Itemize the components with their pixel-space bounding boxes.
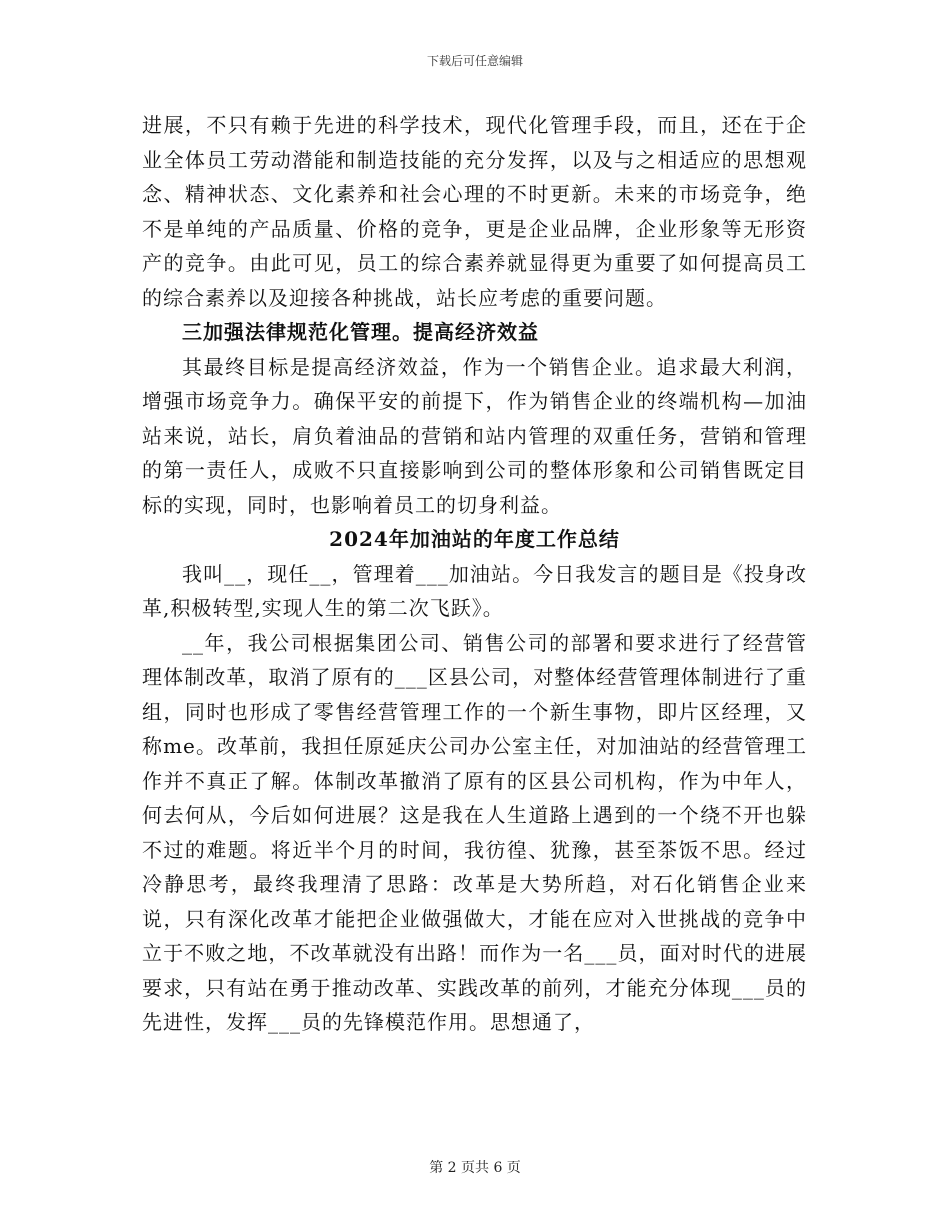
document-body xyxy=(142,108,807,1040)
page-header: 下载后可任意编辑 xyxy=(426,54,523,68)
section-heading: 三加强法律规范化管理。提高经济效益 xyxy=(182,320,539,344)
paragraph-continued: 进展，不只有赖于先进的科学技术，现代化管理手段，而且，还在于企业全体员工劳动潜能和制造技能的充分发挥，以及与之相适应的思想观念、精神状态、文化素养和社会心理的不时更新。未来的市场竞争，绝不是单纯的产品质量、价格的竞争，更是企业品牌，企业形象等无形资产的竞争。由此可见，员工的综合素养就显得更为重要了如何提高员工的综合素养以及迎接各种挑战，站长应考虑的重要问题。 xyxy=(142,113,807,310)
paragraph: 其最终目标是提高经济效益，作为一个销售企业。追求最大利润，增强市场竞争力。确保平安的前提下，作为销售企业的终端机构—加油站来说，站长，肩负着油品的营销和站内管理的双重任务，营销和管理的第一责任人，成败不只直接影响到公司的整体形象和公司销售既定目标的实现，同时，也影响着员工的切身利益。 xyxy=(142,354,807,517)
paragraph: __年，我公司根据集团公司、销售公司的部署和要求进行了经营管理体制改革，取消了原有的___区县公司，对整体经营管理体制进行了重组，同时也形成了零售经营管理工作的一个新生事物，即片区经理，又称me。改革前，我担任原延庆公司办公室主任，对加油站的经营管理工作并不真正了解。体制改革撤消了原有的区县公司机构，作为中年人，何去何从，今后如何进展？这是我在人生道路上遇到的一个绕不开也躲不过的难题。将近半个月的时间，我彷徨、犹豫，甚至茶饭不思。经过冷静思考，最终我理清了思路：改革是大势所趋，对石化销售企业来说，只有深化改革才能把企业做强做大，才能在应对入世挑战的竞争中立于不败之地，不改革就没有出路！而作为一名___员，面对时代的进展要求，只有站在勇于推动改革、实践改革的前列，才能充分体现___员的先进性，发挥___员的先锋模范作用。思想通了， xyxy=(142,630,807,1034)
paragraph: 我叫__，现任__，管理着___加油站。今日我发言的题目是《投身改革,积极转型,实现人生的第二次飞跃》。 xyxy=(142,561,807,620)
document-title: 2024年加油站的年度工作总结 xyxy=(329,527,620,551)
page-number: 第 2 页共 6 页 xyxy=(429,1160,521,1176)
